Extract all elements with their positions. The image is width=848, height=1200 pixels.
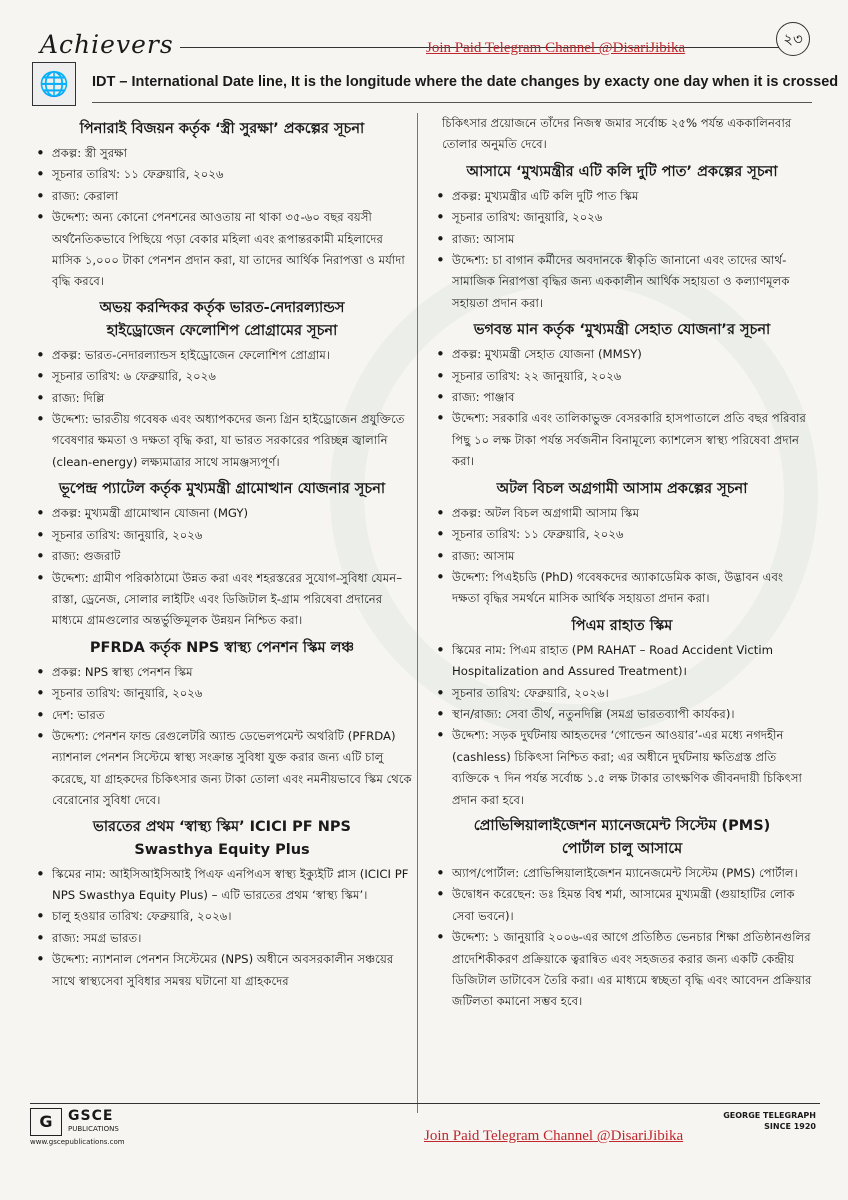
telegram-link-top[interactable]: Join Paid Telegram Channel @DisariJibika xyxy=(426,40,686,56)
list-item: • সূচনার তারিখ: জানুয়ারি, ২০২৬ xyxy=(430,207,814,228)
list-item: • সূচনার তারিখ: ৬ ফেব্রুয়ারি, ২০২৬ xyxy=(30,366,414,387)
gsce-logo-block xyxy=(30,1108,164,1146)
list-item: • সূচনার তারিখ: জানুয়ারি, ২০২৬ xyxy=(30,525,414,546)
list-item: • প্রকল্প: স্ত্রী সুরক্ষা xyxy=(30,143,414,164)
list-item: • উদ্দেশ্য: সড়ক দুর্ঘটনায় আহতদের ‘গোল্ডেন আওয়ার’-এর মধ্যে নগদহীন (cashless) চিকিৎসা নিশ্চিত করা; এর অধীনে দুর্ঘটনায় ক্ষতিগ্রস্ত প্রতি ব্যক্তিকে ৭ দিন পর্যন্ত সর্বোচ্চ ১.৫ লক্ষ টাকার তাৎক্ষণিক জীবনদায়ী চিকিৎসা প্রদান করা হবে। xyxy=(430,725,814,811)
section-title-line: অভয় করন্দিকর কর্তৃক ভারত-নেদারল্যান্ডস xyxy=(99,299,345,316)
globe-icon: 🌐 xyxy=(32,62,76,106)
list-item: • প্রকল্প: অটল বিচল অগ্রগামী আসাম স্কিম xyxy=(430,503,814,524)
list-item: • সূচনার তারিখ: ফেব্রুয়ারি, ২০২৬। xyxy=(430,683,814,704)
section-list xyxy=(30,345,414,473)
list-item: • উদ্দেশ্য: অন্য কোনো পেনশনের আওতায় না থাকা ৩৫-৬০ বছর বয়সী অর্থনৈতিকভাবে পিছিয়ে পড়া বেকার মহিলা এবং রূপান্তরকামী মহিলাদের মাসিক ১,০০০ টাকা পেনশন প্রদান করা, যা তাদের আর্থিক নিরাপত্তা ও মর্যাদা বৃদ্ধি করবে। xyxy=(30,207,414,293)
gt-line-2: SINCE 1920 xyxy=(764,1122,816,1131)
section-list xyxy=(430,344,814,472)
gsce-subtitle: PUBLICATIONS xyxy=(68,1125,119,1133)
footer-rule xyxy=(30,1103,820,1104)
list-item: • রাজ্য: দিল্লি xyxy=(30,388,414,409)
section-title: ভগবন্ত মান কর্তৃক ‘মুখ্যমন্ত্রী সেহাত যোজনা’র সূচনা xyxy=(473,322,771,339)
gt-line-1: GEORGE TELEGRAPH xyxy=(723,1111,816,1120)
section-title: পিনারাই বিজয়ন কর্তৃক ‘স্ত্রী সুরক্ষা’ প্রকল্পের সূচনা xyxy=(79,121,365,137)
list-item: • উদ্বোধন করেছেন: ডঃ হিমন্ত বিশ্ব শর্মা, আসামের মুখ্যমন্ত্রী (গুয়াহাটির লোক সেবা ভবনে)। xyxy=(430,884,814,927)
list-item: • উদ্দেশ্য: পিএইচডি (PhD) গবেষকদের অ্যাকাডেমিক কাজ, উদ্ভাবন এবং দক্ষতা বৃদ্ধির সমর্থনে মাসিক আর্থিক সহায়তা প্রদান করা। xyxy=(430,567,814,610)
list-item: • উদ্দেশ্য: পেনশন ফান্ড রেগুলেটরি অ্যান্ড ডেভেলপমেন্ট অথরিটি (PFRDA) ন্যাশনাল পেনশন সিস্টেমে স্বাস্থ্য সংক্রান্ত সুবিধা যুক্ত করার জন্য এটি চালু করেছে, যা গ্রাহকদের চিকিৎসার জন্য টাকা তোলা এবং নমনীয়ভাবে স্কিম থেকে বেরোনোর সুবিধা দেবে। xyxy=(30,726,414,812)
george-telegraph-mark xyxy=(723,1110,816,1132)
list-item: • উদ্দেশ্য: ১ জানুয়ারি ২০০৬-এর আগে প্রতিষ্ঠিত ভেনচার শিক্ষা প্রতিষ্ঠানগুলির প্রাদেশিকীকরণ প্রক্রিয়াকে ত্বরান্বিত এবং সহজতর করার জন্য একটি কেন্দ্রীয় ডিজিটাল ডাটাবেস তৈরি করা। এর মাধ্যমে স্বচ্ছতা বৃদ্ধি এবং আবেদন প্রক্রিয়ার জটিলতা কমানো সম্ভব হবে। xyxy=(430,927,814,1013)
list-item: • সূচনার তারিখ: ১১ ফেব্রুয়ারি, ২০২৬ xyxy=(430,524,814,545)
section-list xyxy=(430,503,814,610)
page-header xyxy=(30,28,810,58)
section-title xyxy=(430,815,814,861)
list-item: • চালু হওয়ার তারিখ: ফেব্রুয়ারি, ২০২৬। xyxy=(30,906,414,927)
section-title: ভূপেন্দ্র প্যাটেল কর্তৃক মুখ্যমন্ত্রী গ্রামোত্থান যোজনার সূচনা xyxy=(58,481,386,498)
info-bar-rule xyxy=(92,102,812,103)
section-title-line: প্রোভিন্সিয়ালাইজেশন ম্যানেজমেন্ট সিস্টেম (PMS) xyxy=(473,817,771,834)
left-column xyxy=(30,113,414,992)
section-title: আসামে ‘মুখ্যমন্ত্রীর এটি কলি দুটি পাত’ প্রকল্পের সূচনা xyxy=(466,163,778,180)
brand-title: Achievers xyxy=(40,30,174,59)
page-number: ২৩ xyxy=(776,22,810,56)
telegram-link-bottom[interactable]: Join Paid Telegram Channel @DisariJibika xyxy=(424,1128,684,1144)
right-column xyxy=(430,113,814,1013)
section-title: পিএম রাহাত স্কিম xyxy=(571,617,673,634)
gsce-logo-icon: G xyxy=(30,1108,62,1136)
list-item: • দেশ: ভারত xyxy=(30,705,414,726)
column-divider xyxy=(417,113,418,1113)
list-item: • রাজ্য: আসাম xyxy=(430,229,814,250)
list-item: • উদ্দেশ্য: সরকারি এবং তালিকাভুক্ত বেসরকারি হাসপাতালে প্রতি বছর পরিবার পিছু ১০ লক্ষ টাকা পর্যন্ত সর্বজনীন বিনামূল্যে ক্যাশলেস স্বাস্থ্য পরিষেবা প্রদান করা। xyxy=(430,408,814,472)
list-item: • রাজ্য: কেরালা xyxy=(30,186,414,207)
list-item: • প্রকল্প: ভারত-নেদারল্যান্ডস হাইড্রোজেন ফেলোশিপ প্রোগ্রাম। xyxy=(30,345,414,366)
section-title-line: পোর্টাল চালু আসামে xyxy=(561,840,683,857)
continued-text: চিকিৎসার প্রয়োজনে তাঁদের নিজস্ব জমার সর্বোচ্চ ২৫% পর্যন্ত এককালিনবার তোলার অনুমতি দেবে। xyxy=(442,116,792,152)
list-item: • প্রকল্প: NPS স্বাস্থ্য পেনশন স্কিম xyxy=(30,662,414,683)
info-bar-text: IDT – International Date line, It is the longitude where the date changes by exacty one day when it is crossed xyxy=(92,74,839,90)
list-item: • রাজ্য: সমগ্র ভারত। xyxy=(30,928,414,949)
section-title xyxy=(30,297,414,343)
list-item: • উদ্দেশ্য: চা বাগান কর্মীদের অবদানকে স্বীকৃতি জানানো এবং তাদের আর্থ-সামাজিক নিরাপত্তা বৃদ্ধির জন্য এককালীন আর্থিক সহায়তা ও কল্যাণমূলক সহায়তা প্রদান করা। xyxy=(430,250,814,314)
section-list xyxy=(430,863,814,1013)
list-item: • সূচনার তারিখ: ১১ ফেব্রুয়ারি, ২০২৬ xyxy=(30,164,414,185)
list-item: • উদ্দেশ্য: গ্রামীণ পরিকাঠামো উন্নত করা এবং শহরস্তরের সুযোগ-সুবিধা যেমন– রাস্তা, ড্রেনেজ, সোলার লাইটিং এবং ডিজিটাল ই-গ্রাম পরিষেবা প্রদানের মাধ্যমে গ্রামগুলোর অন্তর্ভুক্তিমূলক উন্নয়ন নিশ্চিত করা। xyxy=(30,568,414,632)
section-list xyxy=(430,186,814,314)
list-item: • স্কিমের নাম: পিএম রাহাত (PM RAHAT – Road Accident Victim Hospitalization and Assured Treatment)। xyxy=(430,640,814,683)
list-item: • স্থান/রাজ্য: সেবা তীর্থ, নতুনদিল্লি (সমগ্র ভারতব্যাপী কার্যকর)। xyxy=(430,704,814,725)
gsce-url[interactable]: www.gscepublications.com xyxy=(30,1138,125,1146)
list-item: • রাজ্য: গুজরাট xyxy=(30,546,414,567)
section-list xyxy=(430,640,814,811)
list-item: • সূচনার তারিখ: ২২ জানুয়ারি, ২০২৬ xyxy=(430,366,814,387)
section-title: PFRDA কর্তৃক NPS স্বাস্থ্য পেনশন স্কিম লঞ্চ xyxy=(89,639,355,656)
gsce-name: GSCE xyxy=(68,1108,114,1124)
list-item: • স্কিমের নাম: আইসিআইসিআই পিএফ এনপিএস স্বাস্থ্য ইক্যুইটি প্লাস (ICICI PF NPS Swasthya Equity Plus) – এটি ভারতের প্রথম ‘স্বাস্থ্য স্কিম’। xyxy=(30,864,414,907)
list-item: • উদ্দেশ্য: ভারতীয় গবেষক এবং অধ্যাপকদের জন্য গ্রিন হাইড্রোজেন প্রযুক্তিতে গবেষণার ক্ষমতা ও দক্ষতা বৃদ্ধি করা, যা ভারত সরকারের পরিচ্ছন্ন জ্বালানি (clean-energy) লক্ষ্যমাত্রার সাথে সামঞ্জস্যপূর্ণ। xyxy=(30,409,414,473)
section-title-line: হাইড্রোজেন ফেলোশিপ প্রোগ্রামের সূচনা xyxy=(106,322,338,339)
section-list xyxy=(30,143,414,293)
section-list xyxy=(30,503,414,631)
list-item: • রাজ্য: আসাম xyxy=(430,546,814,567)
list-item: • সূচনার তারিখ: জানুয়ারি, ২০২৬ xyxy=(30,683,414,704)
section-list xyxy=(30,662,414,812)
section-list xyxy=(30,864,414,992)
section-title xyxy=(30,816,414,862)
section-title: অটল বিচল অগ্রগামী আসাম প্রকল্পের সূচনা xyxy=(496,480,748,497)
list-item: • প্রকল্প: মুখ্যমন্ত্রীর এটি কলি দুটি পাত স্কিম xyxy=(430,186,814,207)
list-item: • প্রকল্প: মুখ্যমন্ত্রী গ্রামোত্থান যোজনা (MGY) xyxy=(30,503,414,524)
info-bar xyxy=(32,62,839,106)
section-title-line: Swasthya Equity Plus xyxy=(134,841,310,858)
list-item: • প্রকল্প: মুখ্যমন্ত্রী সেহাত যোজনা (MMSY) xyxy=(430,344,814,365)
list-item: • রাজ্য: পাঞ্জাব xyxy=(430,387,814,408)
list-item: • অ্যাপ/পোর্টাল: প্রোভিন্সিয়ালাইজেশন ম্যানেজমেন্ট সিস্টেম (PMS) পোর্টাল। xyxy=(430,863,814,884)
section-title-line: ভারতের প্রথম ‘স্বাস্থ্য স্কিম’ ICICI PF NPS xyxy=(93,818,351,835)
list-item: • উদ্দেশ্য: ন্যাশনাল পেনশন সিস্টেমের (NPS) অধীনে অবসরকালীন সঞ্চয়ের সাথে স্বাস্থ্যসেবা সুবিধার সমন্বয় ঘটানো যা গ্রাহকদের xyxy=(30,949,414,992)
